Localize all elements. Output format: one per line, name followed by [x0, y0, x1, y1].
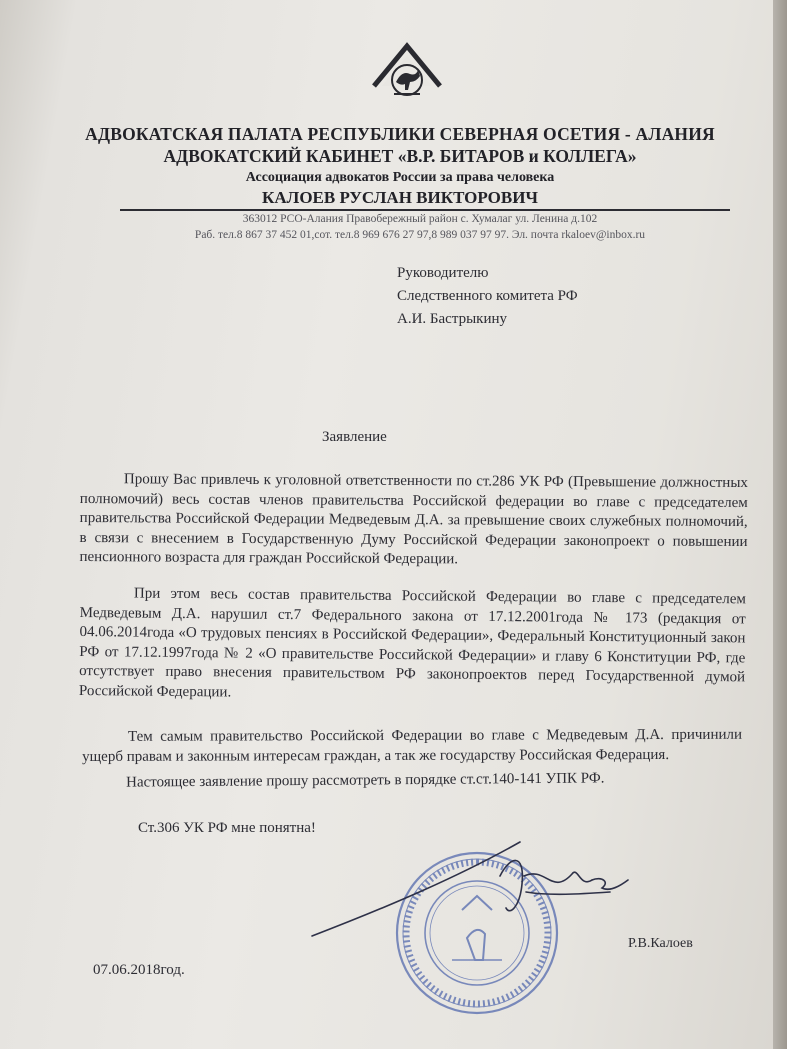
office-contacts: Раб. тел.8 867 37 452 01,сот. тел.8 969 676 27 97,8 989 037 97 97. Эл. почта rkaloev@inbox.ru — [194, 229, 646, 241]
body-paragraph: Прошу Вас привлечь к уголовной ответственности по ст.286 УК РФ (Превышение должностных полномочий) весь состав членов правительства Российской федерации во главе с председателем правительства Российской Федерации Медведевым Д.А. за превышение своих служебных полномочий, в связи с внесением в Государственную Думу Российской Федерации законопроект о повышении пенсионного возраста для граждан Российской Федерации. — [79, 471, 748, 568]
office-heading: АДВОКАТСКИЙ КАБИНЕТ «В.Р. БИТАРОВ и КОЛЛЕГА» — [163, 146, 637, 166]
header-divider — [120, 209, 730, 211]
recipient-line: Руководителю — [397, 265, 489, 281]
association-heading: Ассоциация адвокатов России за права человека — [245, 170, 555, 185]
lawyer-name: КАЛОЕВ РУСЛАН ВИКТОРОВИЧ — [262, 188, 538, 207]
recipient-line: Следственного комитета РФ — [397, 288, 578, 304]
recipient-line: А.И. Бастрыкину — [397, 311, 508, 327]
chamber-heading: АДВОКАТСКАЯ ПАЛАТА РЕСПУБЛИКИ СЕВЕРНАЯ ОСЕТИЯ - АЛАНИЯ — [85, 124, 715, 144]
document-date: 07.06.2018год. — [93, 962, 185, 978]
coat-of-arms-icon — [372, 42, 442, 104]
body-paragraph: Настоящее заявление прошу рассмотреть в порядке ст.ст.140-141 УПК РФ. — [126, 770, 605, 791]
recipient-block — [397, 262, 578, 331]
document-title: Заявление — [322, 429, 387, 445]
certification-line: Ст.306 УК РФ мне понятна! — [138, 820, 316, 836]
body-paragraph: Тем самым правительство Российской Федерации во главе с Медведевым Д.А. причинили ущерб правам и законным интересам граждан, а так же государству Российская Федерация. — [82, 726, 743, 765]
handwritten-signature — [310, 836, 650, 946]
page-edge — [773, 0, 787, 1049]
body-paragraph: При этом весь состав правительства Российской Федерации во главе с председателем Медведевым Д.А. нарушил ст.7 Федерального закона от 17.12.2001года № 173 (редакция от 04.06.2014года «О трудовых пенсиях в Российской Федерации», Федеральный Конституционный закон РФ от 17.12.1997года № 2 «О правительстве Российской Федерации» и главу 6 Конституции РФ, где отсутствует право внесения правительством РФ законопроектов перед Государственной думой Российской Федерации. — [78, 585, 746, 700]
signatory-name: Р.В.Калоев — [628, 936, 693, 951]
office-address: 363012 РСО-Алания Правобережный район с. Хумалаг ул. Ленина д.102 — [242, 213, 598, 225]
